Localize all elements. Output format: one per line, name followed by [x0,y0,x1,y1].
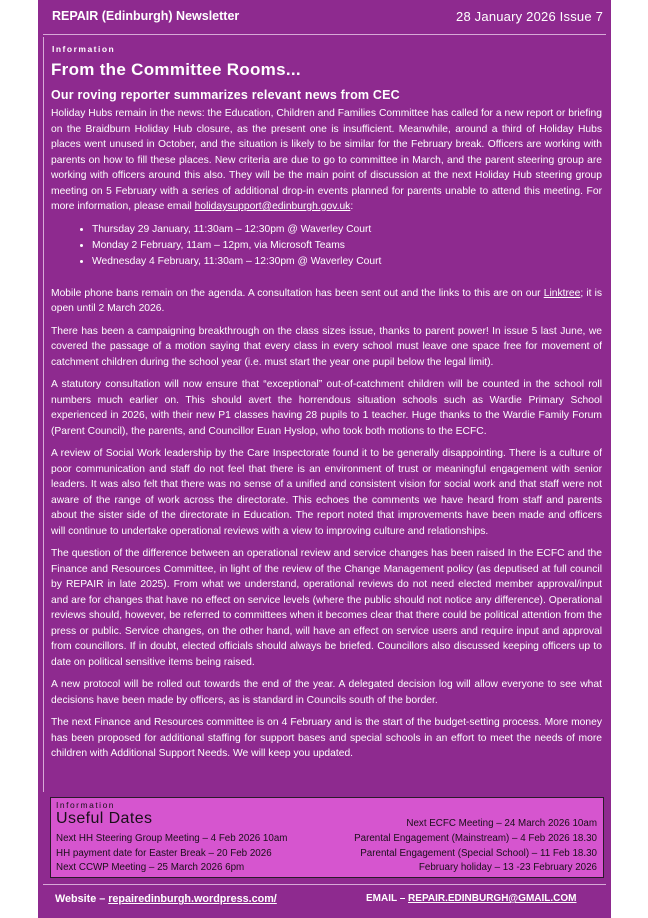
newsletter-page [38,0,611,918]
paragraph-statutory-consultation: A statutory consultation will now ensure that “exceptional” out-of-catchment children will be counted in the school roll numbers much earlier on. This should avert the horrendous situation schools such as Wardie Primary School experienced in 2026, with their new P1 classes having 28 pupils to 1 teacher. Huge thanks to the Wardie Family Forum (Parent Council), the parents, and Councillor Euan Hyslop, who took both motions to the ECFC. [51,379,602,437]
subheading: Our roving reporter summarizes relevant news from CEC [51,88,400,102]
newsletter-title: REPAIR (Edinburgh) Newsletter [52,9,240,23]
date-item: HH payment date for Easter Break – 20 Feb 2026 [56,848,272,859]
website-link[interactable]: repairedinburgh.wordpress.com/ [108,893,277,905]
useful-dates-label: Information [56,800,116,810]
paragraph-holiday-hubs: Holiday Hubs remain in the news: the Education, Children and Families Committee has called for a new report or briefing on the Braidburn Holiday Hub closure, as the present one is insufficient. Meanwhile, around a third of Holiday Hubs places went unused in October, and the situation is likely to be similar for the February break. Officers are working with parents on how to fill these places. New criteria are due to go to committee in March, and the parent steering group are working with officers around this also. They will be the main point of discussion at the next Holiday Hub steering group meeting on 5 February with a series of additional drop-in events planned for parents unable to attend this meeting. For more information, please email holidaysupport@edinburgh.gov.uk: [51,108,602,212]
column-rule [43,37,44,792]
date-item: February holiday – 13 -23 February 2026 [418,862,597,873]
list-item: • Monday 2 February, 11am – 12pm, via Microsoft Teams [92,238,602,254]
useful-dates-title: Useful Dates [56,810,153,827]
linktree-link[interactable]: Linktree [543,287,581,299]
email-link[interactable]: REPAIR.EDINBURGH@GMAIL.COM [408,893,577,904]
list-item: • Thursday 29 January, 11:30am – 12:30pm @ Waverley Court [92,222,602,238]
section-label: Information [52,44,116,54]
date-item: Parental Engagement (Mainstream) – 4 Feb 2026 18.30 [354,833,597,844]
holiday-support-email-link[interactable]: holidaysupport@edinburgh.gov.uk [194,201,351,212]
paragraph-phone-bans: Mobile phone bans remain on the agenda. A consultation has been sent out and the links to this are on our Linktree; it is open until 2 March 2026. [51,287,603,314]
date-item: Next HH Steering Group Meeting – 4 Feb 2026 10am [56,833,288,844]
footer-divider [43,884,606,885]
list-item: • Wednesday 4 February, 11:30am – 12:30pm @ Waverley Court [92,254,602,270]
paragraph-finance-committee: The next Finance and Resources committee is on 4 February and is the start of the budget-setting process. More money has been proposed for additional staffing for support bases and special schools in an effort to meet the needs of more children with Additional Support Needs. We will keep you updated. [51,717,602,759]
article-body [51,106,602,769]
paragraph-social-work-review: A review of Social Work leadership by the Care Inspectorate found it to be generally disappointing. There is a culture of poor communication and staff do not feel that there is an environment of trust or meaningful engagement with senior leaders. It was also felt that there was no sense of a unified and consistent vision for social work and that staff were not aware of the range of work across the directorate. This echoes the comments we have heard from staff and parents about the sister side of the directorate in Education. The report noted that improvements have been made and officers will continue to undertake operational reviews with a view to improving culture and relationships. [51,448,602,537]
date-item: Parental Engagement (Special School) – 11 Feb 18.30 [360,848,597,859]
issue-date: 28 January 2026 Issue 7 [456,9,603,24]
date-item: Next CCWP Meeting – 25 March 2026 6pm [56,862,245,873]
drop-in-events-list [51,222,602,270]
date-item: Next ECFC Meeting – 24 March 2026 10am [406,818,597,829]
paragraph-class-sizes: There has been a campaigning breakthrough on the class sizes issue, thanks to parent power! In issue 5 last June, we covered the passage of a motion saying that every class in every school must leave one space free for movement of catchment children during the school year (i.e. must start the year one pupil below the legal limit). [51,325,602,368]
footer-email: EMAIL – REPAIR.EDINBURGH@GMAIL.COM [366,893,577,904]
paragraph-operational-reviews: The question of the difference between an operational review and service changes has been raised In the ECFC and the Finance and Resources Committee, in light of the review of the Change Management policy (as deputised at full council by REPAIR in late 2025). From what we understand, operational reviews do not need elected member approval/input and are for changes that have no effect on service levels (where the public should not notice any difference). Operational reviews should, however, be referred to committees when it becomes clear that there could be political attention from the press or public. Service changes, on the other hand, will have an effect on service users and require input and approval from councillors. If in doubt, elected officials should always be briefed. Councillors also discussed keeping officers up to date on political sensitive items being raised. [51,548,602,668]
paragraph-decision-log: A new protocol will be rolled out towards the end of the year. A delegated decision log will allow everyone to see what decisions have been made by officers, as is standard in Councils south of the border. [51,679,602,706]
page-title: From the Committee Rooms... [51,60,301,79]
useful-dates-box [50,797,604,878]
footer-website: Website – repairedinburgh.wordpress.com/ [55,893,277,905]
header-divider [43,34,606,35]
